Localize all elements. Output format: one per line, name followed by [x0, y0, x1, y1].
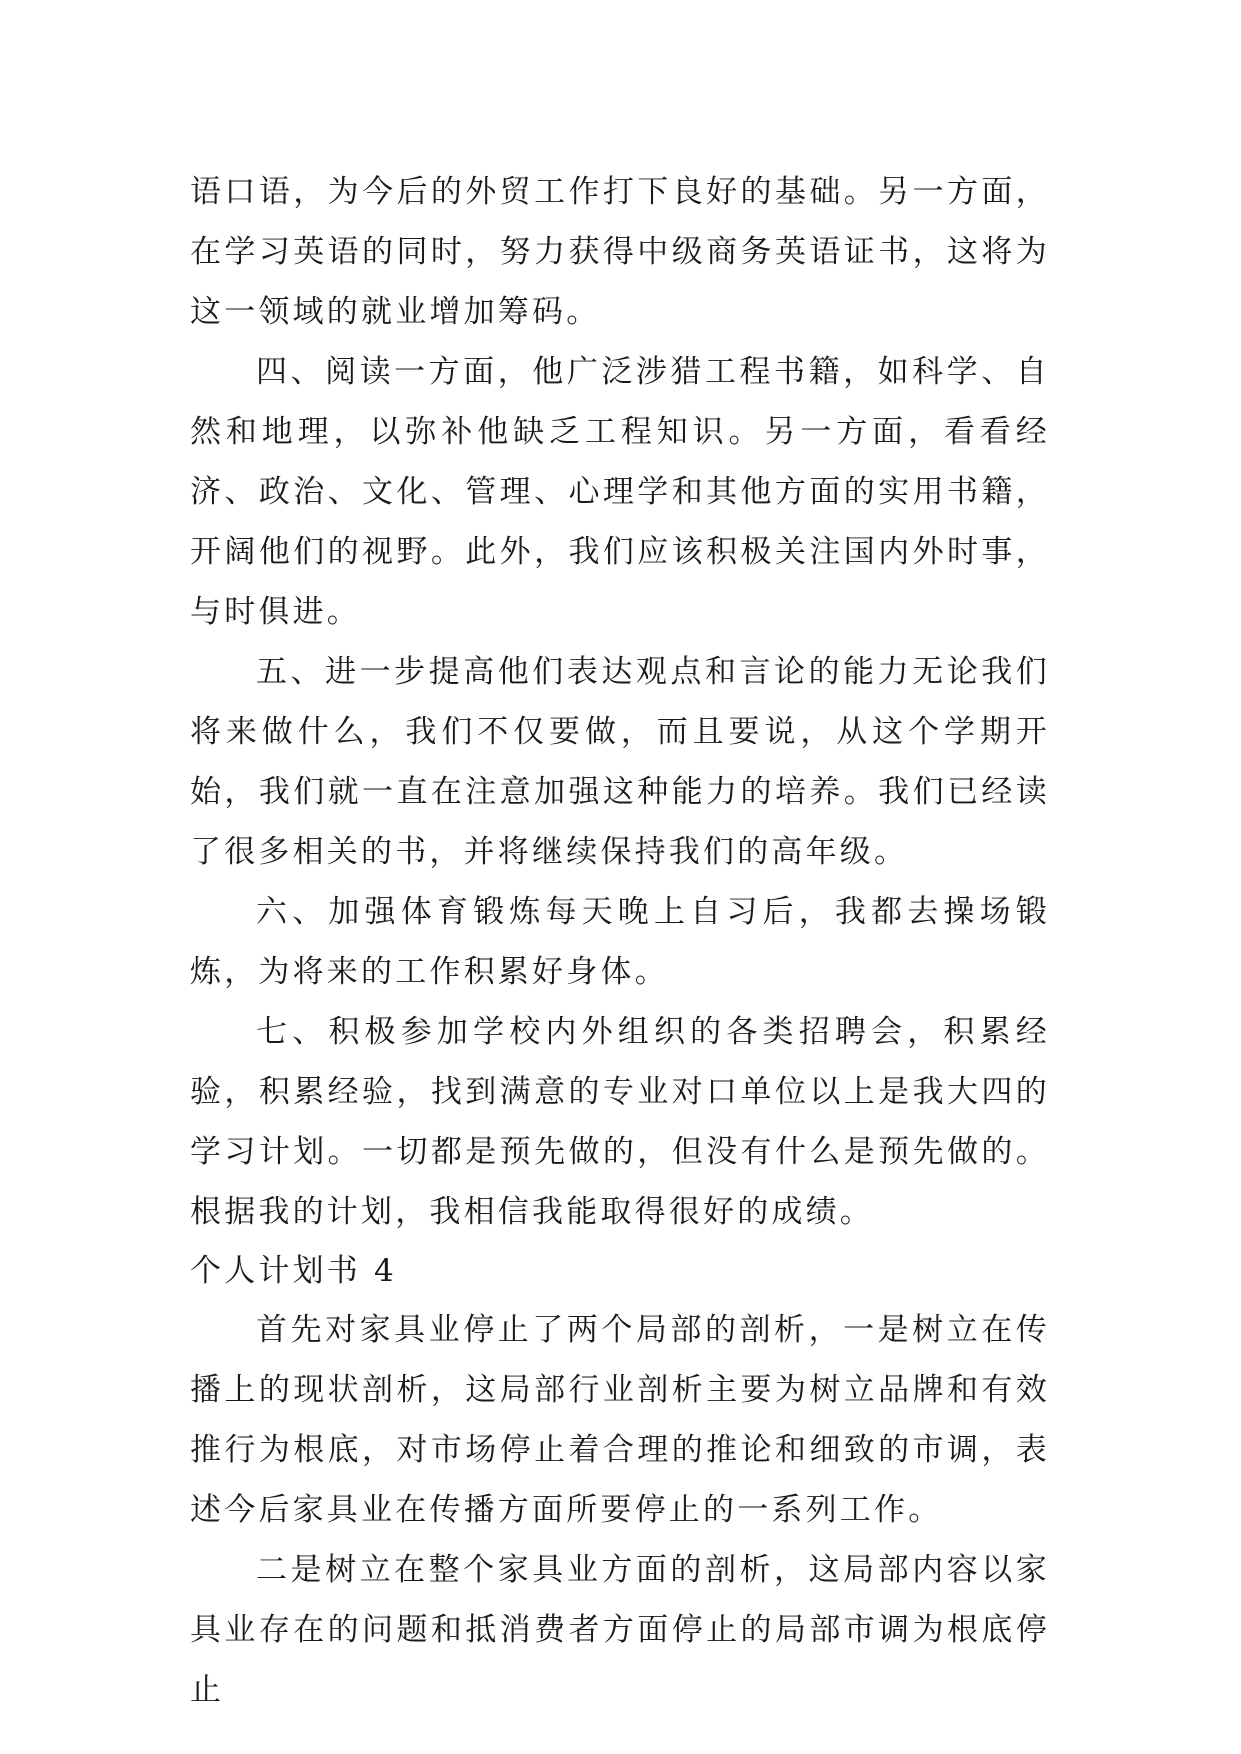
paragraph-furniture-analysis-2: 二是树立在整个家具业方面的剖析，这局部内容以家具业存在的问题和抵消费者方面停止的局部市调为根底停止	[190, 1552, 1050, 1708]
document-body	[190, 162, 1050, 1720]
paragraph-job-fairs: 七、积极参加学校内外组织的各类招聘会，积累经验，积累经验，找到满意的专业对口单位以上是我大四的学习计划。一切都是预先做的，但没有什么是预先做的。根据我的计划，我相信我能取得很好的成绩。	[190, 1014, 1050, 1230]
paragraph-exercise: 六、加强体育锻炼每天晚上自习后，我都去操场锻炼，为将来的工作积累好身体。	[190, 894, 1050, 990]
section-title: 个人计划书 4	[190, 1253, 397, 1289]
paragraph-furniture-analysis-1: 首先对家具业停止了两个局部的剖析，一是树立在传播上的现状剖析，这局部行业剖析主要为树立品牌和有效推行为根底，对市场停止着合理的推论和细致的市调，表述今后家具业在传播方面所要停止的一系列工作。	[190, 1312, 1050, 1528]
paragraph-reading: 四、阅读一方面，他广泛涉猎工程书籍，如科学、自然和地理，以弥补他缺乏工程知识。另一方面，看看经济、政治、文化、管理、心理学和其他方面的实用书籍，开阔他们的视野。此外，我们应该积极关注国内外时事，与时俱进。	[190, 354, 1050, 630]
paragraph-expression: 五、进一步提高他们表达观点和言论的能力无论我们将来做什么，我们不仅要做，而且要说，从这个学期开始，我们就一直在注意加强这种能力的培养。我们已经读了很多相关的书，并将继续保持我们的高年级。	[190, 654, 1050, 870]
paragraph-continuation: 语口语，为今后的外贸工作打下良好的基础。另一方面，在学习英语的同时，努力获得中级商务英语证书，这将为这一领域的就业增加筹码。	[190, 174, 1050, 330]
